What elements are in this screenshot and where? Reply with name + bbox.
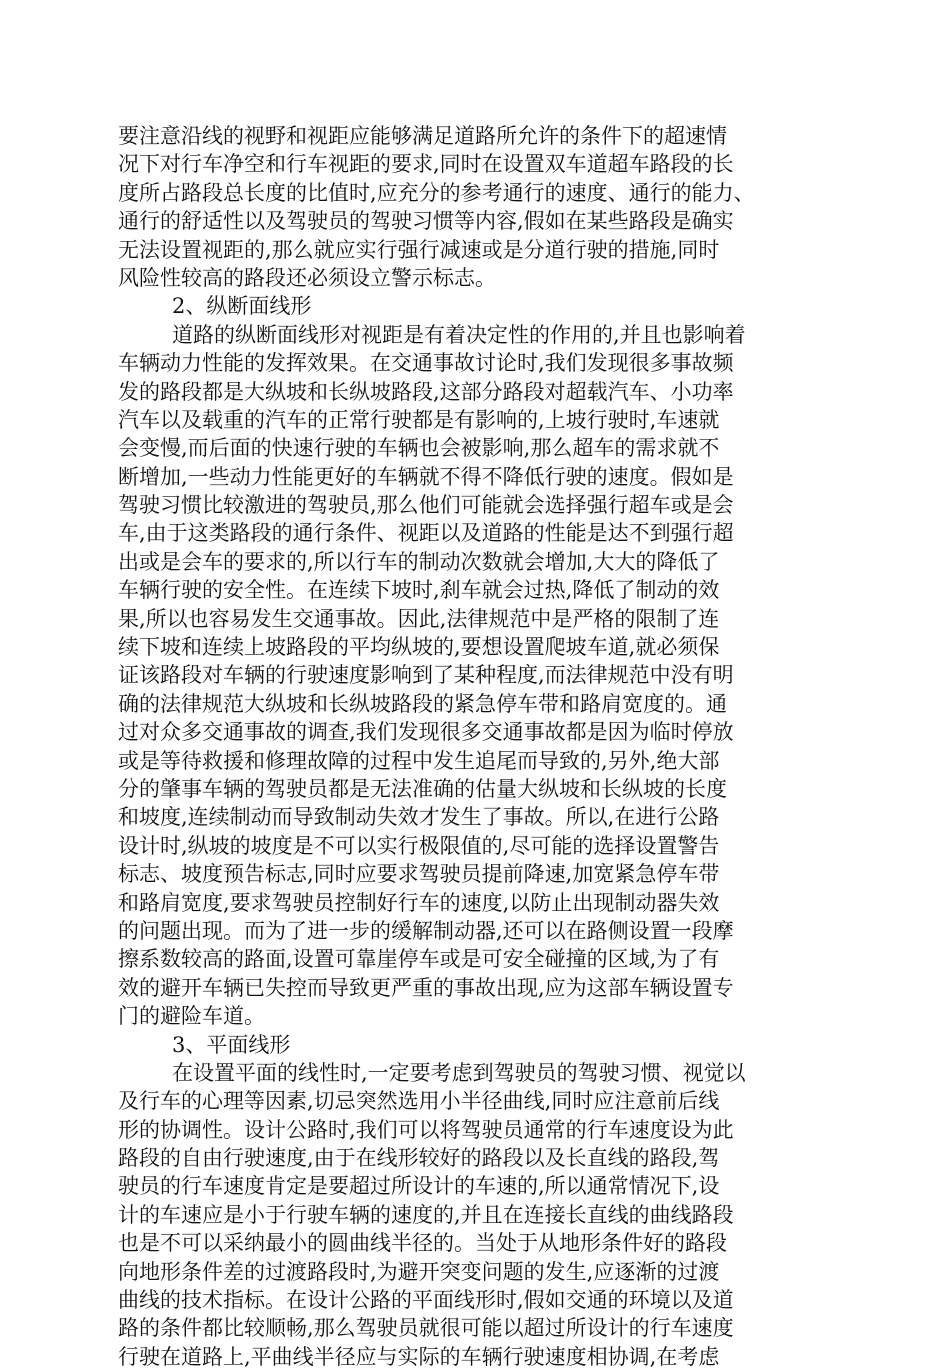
text-line: 分的肇事车辆的驾驶员都是无法准确的估量大纵坡和长纵坡的长度 <box>118 776 727 801</box>
text-line: 行驶在道路上,平曲线半径应与实际的车辆行驶速度相协调,在考虑 <box>118 1344 720 1369</box>
text-line: 路段的自由行驶速度,由于在线形较好的路段以及长直线的路段,驾 <box>118 1146 720 1171</box>
text-line: 也是不可以采纳最小的圆曲线半径的。当处于从地形条件好的路段 <box>118 1231 727 1256</box>
text-line: 风险性较高的路段还必须设立警示标志。 <box>118 265 496 290</box>
text-line: 汽车以及载重的汽车的正常行驶都是有影响的,上坡行驶时,车速就 <box>118 407 720 432</box>
body-text <box>118 122 798 1371</box>
text-line: 出或是会车的要求的,所以行车的制动次数就会增加,大大的降低了 <box>118 549 720 574</box>
paragraph-1 <box>118 122 798 292</box>
text-line: 通行的舒适性以及驾驶员的驾驶习惯等内容,假如在某些路段是确实 <box>118 209 734 234</box>
text-line: 确的法律规范大纵坡和长纵坡路段的紧急停车带和路肩宽度的。通 <box>118 691 727 716</box>
text-line: 断增加,一些动力性能更好的车辆就不得不降低行驶的速度。假如是 <box>118 464 734 489</box>
text-line: 要注意沿线的视野和视距应能够满足道路所允许的条件下的超速情 <box>118 124 727 148</box>
text-line: 证该路段对车辆的行驶速度影响到了某种程度,而法律规范中没有明 <box>118 663 734 688</box>
text-line: 发的路段都是大纵坡和长纵坡路段,这部分路段对超载汽车、小功率 <box>118 379 734 404</box>
text-line: 驶员的行车速度肯定是要超过所设计的车速的,所以通常情况下,设 <box>118 1174 720 1199</box>
text-line: 况下对行车净空和行车视距的要求,同时在设置双车道超车路段的长 <box>118 152 734 177</box>
text-line: 计的车速应是小于行驶车辆的速度的,并且在连接长直线的曲线路段 <box>118 1202 734 1227</box>
text-line: 门的避险车道。 <box>118 1004 265 1029</box>
text-line: 形的协调性。设计公路时,我们可以将驾驶员通常的行车速度设为此 <box>118 1117 734 1142</box>
text-line: 标志、坡度预告标志,同时应要求驾驶员提前降速,加宽紧急停车带 <box>118 862 720 887</box>
text-line: 的问题出现。而为了进一步的缓解制动器,还可以在路侧设置一段摩 <box>118 918 734 943</box>
text-line: 和坡度,连续制动而导致制动失效才发生了事故。所以,在进行公路 <box>118 805 720 830</box>
text-line: 会变慢,而后面的快速行驶的车辆也会被影响,那么超车的需求就不 <box>118 436 720 461</box>
text-line: 设计时,纵坡的坡度是不可以实行极限值的,尽可能的选择设置警告 <box>118 833 720 858</box>
text-line: 无法设置视距的,那么就应实行强行减速或是分道行驶的措施,同时 <box>118 237 720 262</box>
text-line: 过对众多交通事故的调查,我们发现很多交通事故都是因为临时停放 <box>118 720 734 745</box>
text-line: 擦系数较高的路面,设置可靠崖停车或是可安全碰撞的区域,为了有 <box>118 947 720 972</box>
section-heading-3: 3、平面线形 <box>172 1032 291 1057</box>
text-line: 效的避开车辆已失控而导致更严重的事故出现,应为这部车辆设置专 <box>118 975 734 1000</box>
paragraph-3 <box>118 1059 798 1371</box>
text-line: 车,由于这类路段的通行条件、视距以及道路的性能是达不到强行超 <box>118 521 734 546</box>
text-line: 或是等待救援和修理故障的过程中发生追尾而导致的,另外,绝大部 <box>118 748 720 773</box>
text-line: 和路肩宽度,要求驾驶员控制好行车的速度,以防止出现制动器失效 <box>118 890 720 915</box>
text-line: 道路的纵断面线形对视距是有着决定性的作用的,并且也影响着 <box>172 322 746 347</box>
text-line: 车辆动力性能的发挥效果。在交通事故讨论时,我们发现很多事故频 <box>118 351 734 376</box>
text-line: 续下坡和连续上坡路段的平均纵坡的,要想设置爬坡车道,就必须保 <box>118 635 720 660</box>
text-line: 驾驶习惯比较激进的驾驶员,那么他们可能就会选择强行超车或是会 <box>118 493 734 518</box>
text-line: 向地形条件差的过渡路段时,为避开突变问题的发生,应逐渐的过渡 <box>118 1259 720 1284</box>
text-line: 度所占路段总长度的比值时,应充分的参考通行的速度、通行的能力、 <box>118 180 755 205</box>
text-line: 及行车的心理等因素,切忌突然选用小半径曲线,同时应注意前后线 <box>118 1089 720 1114</box>
text-line: 路的条件都比较顺畅,那么驾驶员就很可能以超过所设计的行车速度 <box>118 1316 734 1341</box>
text-line: 车辆行驶的安全性。在连续下坡时,刹车就会过热,降低了制动的效 <box>118 578 720 603</box>
section-heading-2: 2、纵断面线形 <box>172 294 312 319</box>
paragraph-2 <box>118 321 798 1031</box>
text-line: 果,所以也容易发生交通事故。因此,法律规范中是严格的限制了连 <box>118 606 720 631</box>
text-line: 在设置平面的线性时,一定要考虑到驾驶员的驾驶习惯、视觉以 <box>172 1060 746 1085</box>
text-line: 曲线的技术指标。在设计公路的平面线形时,假如交通的环境以及道 <box>118 1288 734 1313</box>
